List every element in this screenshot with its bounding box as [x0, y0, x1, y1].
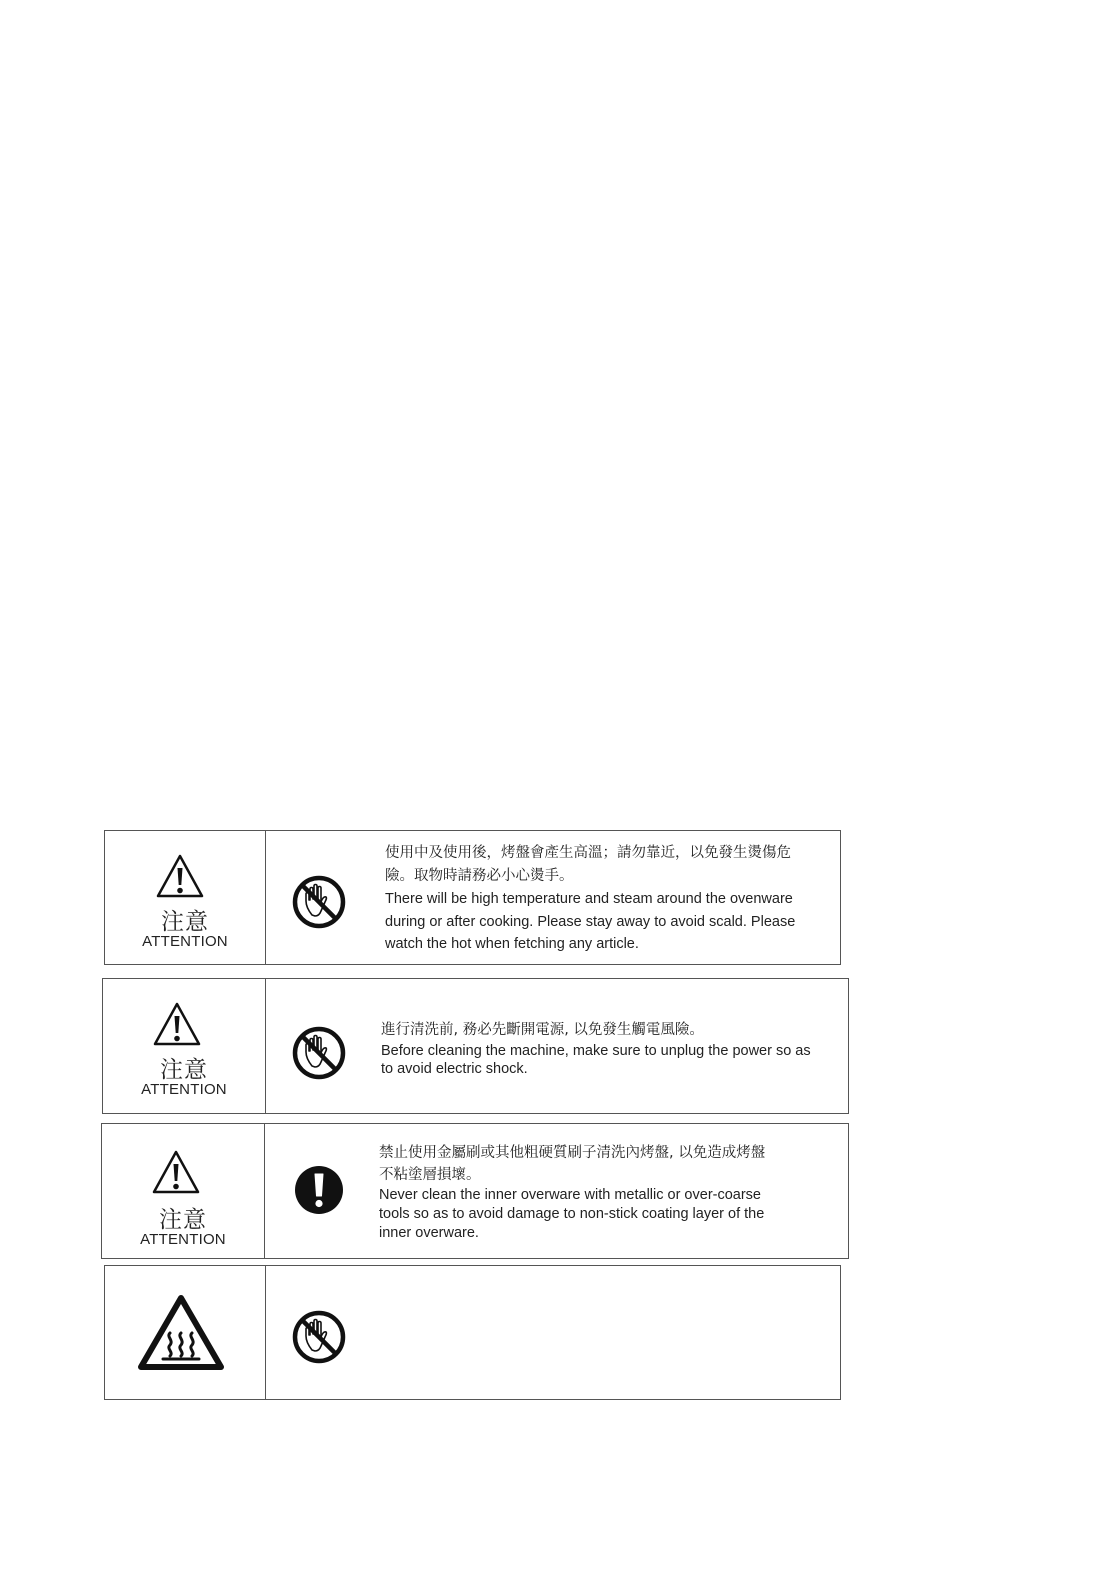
warning-row-1	[104, 830, 841, 965]
warning-row-4	[104, 1265, 841, 1400]
warning-text-en: There will be high temperature and steam around the ovenware during or after cooking. Please stay away to avoid scald. Please watch the hot when fetching any article.	[385, 891, 796, 952]
warning-text-zh: 禁止使用金屬刷或其他粗硬質刷子清洗內烤盤, 以免造成烤盤 不粘塗層損壞。	[379, 1145, 766, 1183]
attention-label-zh: 注意	[161, 909, 209, 935]
warning-label-cell	[102, 1124, 265, 1258]
warning-label-cell	[105, 1266, 266, 1399]
warning-text-en: Before cleaning the machine, make sure to unplug the power so as to avoid electric shock.	[381, 1043, 811, 1077]
attention-label-zh: 注意	[160, 1057, 208, 1083]
warning-text-zh: 使用中及使用後，烤盤會產生高溫；請勿靠近，以免發生燙傷危 險。取物時請務必小心燙手。	[385, 845, 791, 884]
warning-text	[381, 1019, 841, 1078]
warning-text-en: Never clean the inner overware with metallic or over-coarse tools so as to avoid damage to non-stick coating layer of the inner overware.	[379, 1187, 765, 1241]
warning-label-cell	[103, 979, 266, 1113]
attention-label-en: ATTENTION	[142, 933, 228, 950]
warning-text	[385, 842, 835, 956]
warning-triangle-icon	[155, 853, 205, 899]
warning-row-3	[101, 1123, 849, 1259]
no-touch-icon	[291, 874, 347, 930]
attention-label-zh: 注意	[159, 1207, 207, 1233]
warning-text	[379, 1142, 839, 1243]
warning-triangle-icon	[151, 1149, 201, 1195]
hot-surface-icon	[137, 1293, 225, 1373]
no-touch-icon	[291, 1309, 347, 1365]
no-touch-icon	[291, 1025, 347, 1081]
attention-label-en: ATTENTION	[141, 1081, 227, 1098]
warning-row-2	[102, 978, 849, 1114]
attention-label-en: ATTENTION	[140, 1231, 226, 1248]
warning-triangle-icon	[152, 1001, 202, 1047]
warning-label-cell	[105, 831, 266, 964]
mandatory-exclamation-icon	[293, 1164, 345, 1216]
warning-text-zh: 進行清洗前, 務必先斷開電源, 以免發生觸電風險。	[381, 1022, 704, 1038]
